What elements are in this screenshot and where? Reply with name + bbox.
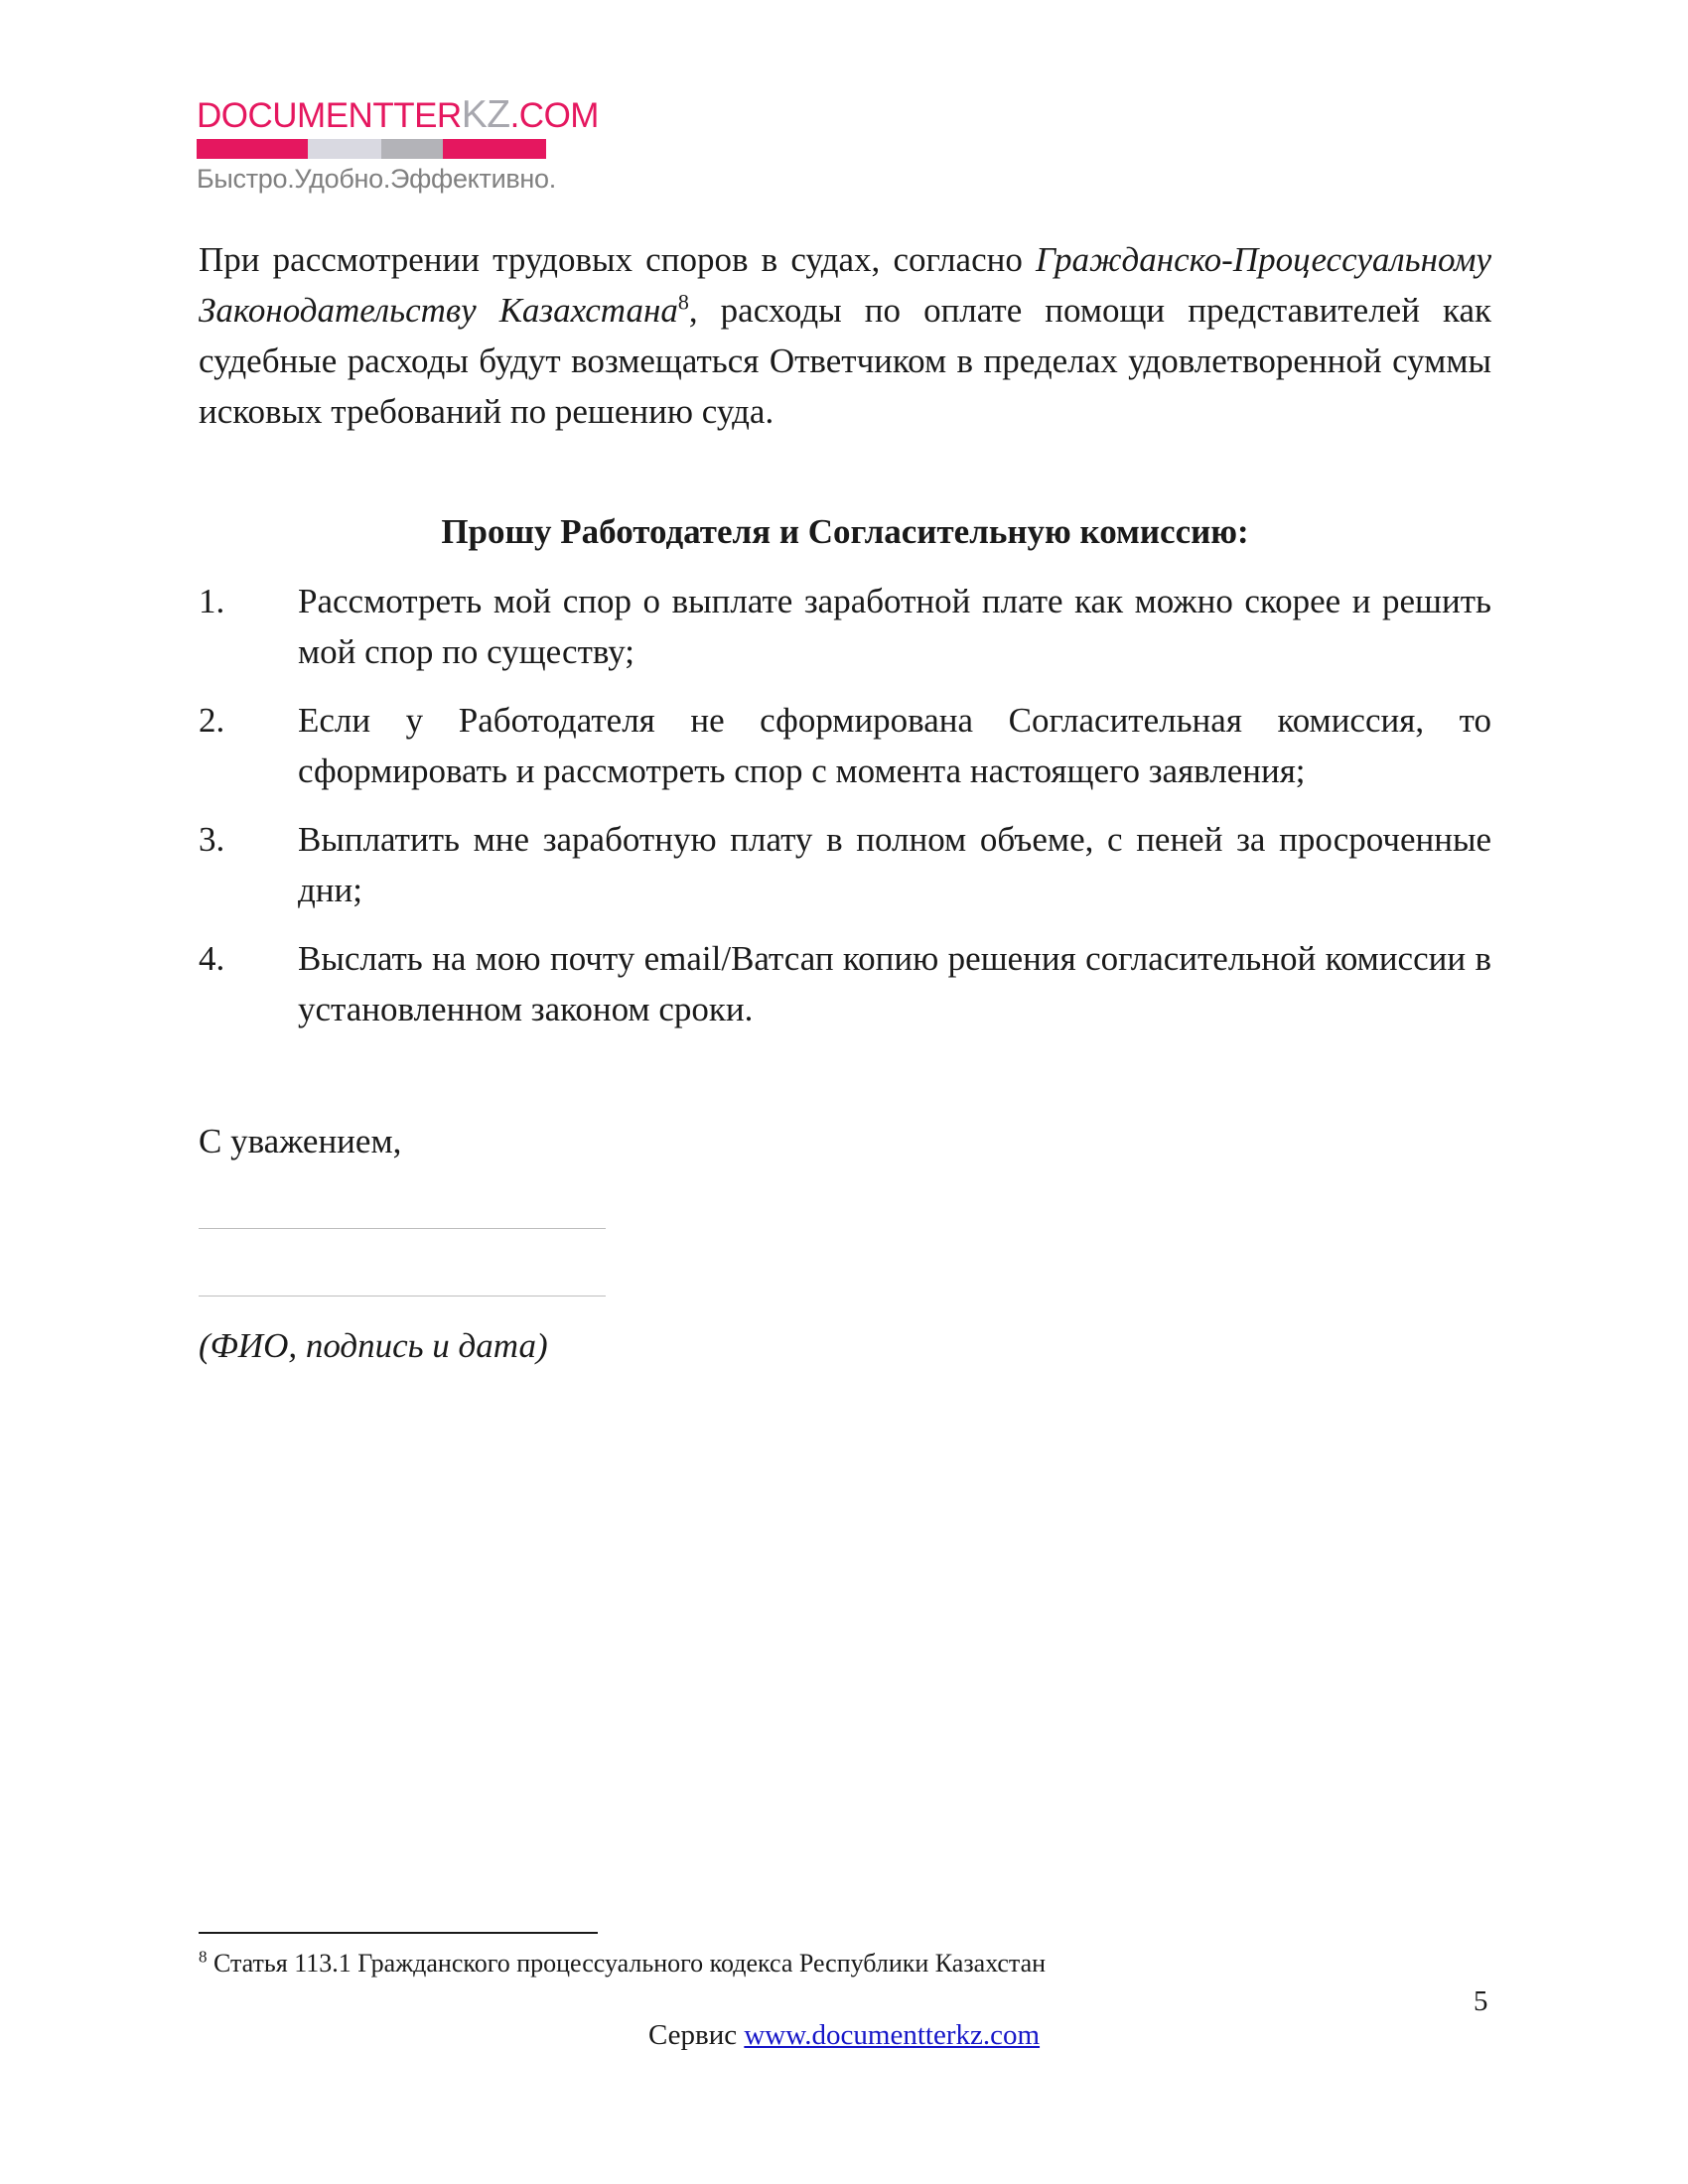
request-list — [199, 576, 1491, 1052]
logo-text-com: .COM — [509, 96, 599, 135]
paragraph-text-end: , расходы по оплате помощи представителей как судебные расходы будут возмещаться Ответчиком в пределах удовлетворенной суммы исковых требований по решению суда. — [199, 291, 1491, 431]
footnote — [199, 1948, 1046, 1979]
logo-bar-segment — [443, 139, 546, 159]
logo-tagline: Быстро.Удобно.Эффективно. — [197, 164, 556, 194]
logo-text-kz: KZ — [461, 93, 510, 136]
request-text: Если у Работодателя не сформирована Согласительная комиссия, то сформировать и рассмотреть спор с момента настоящего заявления; — [298, 701, 1491, 790]
logo-bar-segment — [381, 139, 443, 159]
logo-bar-segment — [308, 139, 381, 159]
footer-service-label: Сервис — [647, 2019, 745, 2051]
documentter-logo — [197, 93, 599, 195]
request-text: Выплатить мне заработную плату в полном объеме, с пеней за просроченные дни; — [298, 820, 1491, 909]
request-item — [199, 576, 1491, 677]
request-number: 1. — [199, 582, 225, 620]
request-text: Рассмотреть мой спор о выплате заработной плате как можно скорее и решить мой спор по существу; — [298, 582, 1491, 671]
request-number: 2. — [199, 701, 225, 740]
logo-wordmark — [197, 93, 599, 136]
page-number: 5 — [1474, 1985, 1488, 2017]
request-item — [199, 933, 1491, 1034]
footnote-text: Статья 113.1 Гражданского процессуального кодекса Республики Казахстан — [207, 1949, 1047, 1978]
logo-bar-segment — [197, 139, 308, 159]
signature-line — [199, 1228, 606, 1229]
paragraph-court-expenses — [199, 234, 1491, 437]
request-item — [199, 695, 1491, 796]
request-number: 3. — [199, 820, 225, 859]
request-heading: Прошу Работодателя и Согласительную комиссию: — [441, 512, 1249, 551]
paragraph-text-start: При рассмотрении трудовых споров в судах, согласно — [199, 240, 1037, 279]
footnote-reference[interactable]: 8 — [677, 289, 689, 315]
closing-salutation: С уважением, — [199, 1122, 402, 1160]
signature-line — [199, 1296, 606, 1297]
paragraph-law-reference: Гражданско-Процессуальному Законодательству Казахстана — [199, 240, 1491, 330]
footer-website-link[interactable]: www.documentterkz.com — [744, 2019, 1041, 2051]
logo-color-bar — [197, 139, 546, 159]
footer-service — [0, 2017, 1688, 2053]
signature-caption: (ФИО, подпись и дата) — [199, 1326, 548, 1365]
request-number: 4. — [199, 939, 225, 978]
request-text: Выслать на мою почту email/Ватсап копию решения согласительной комиссии в установленном законом сроки. — [298, 939, 1491, 1028]
footnote-separator — [199, 1932, 598, 1934]
footnote-number: 8 — [199, 1947, 208, 1967]
request-item — [199, 814, 1491, 915]
logo-text-documentter: DOCUMENTTER — [197, 96, 462, 135]
